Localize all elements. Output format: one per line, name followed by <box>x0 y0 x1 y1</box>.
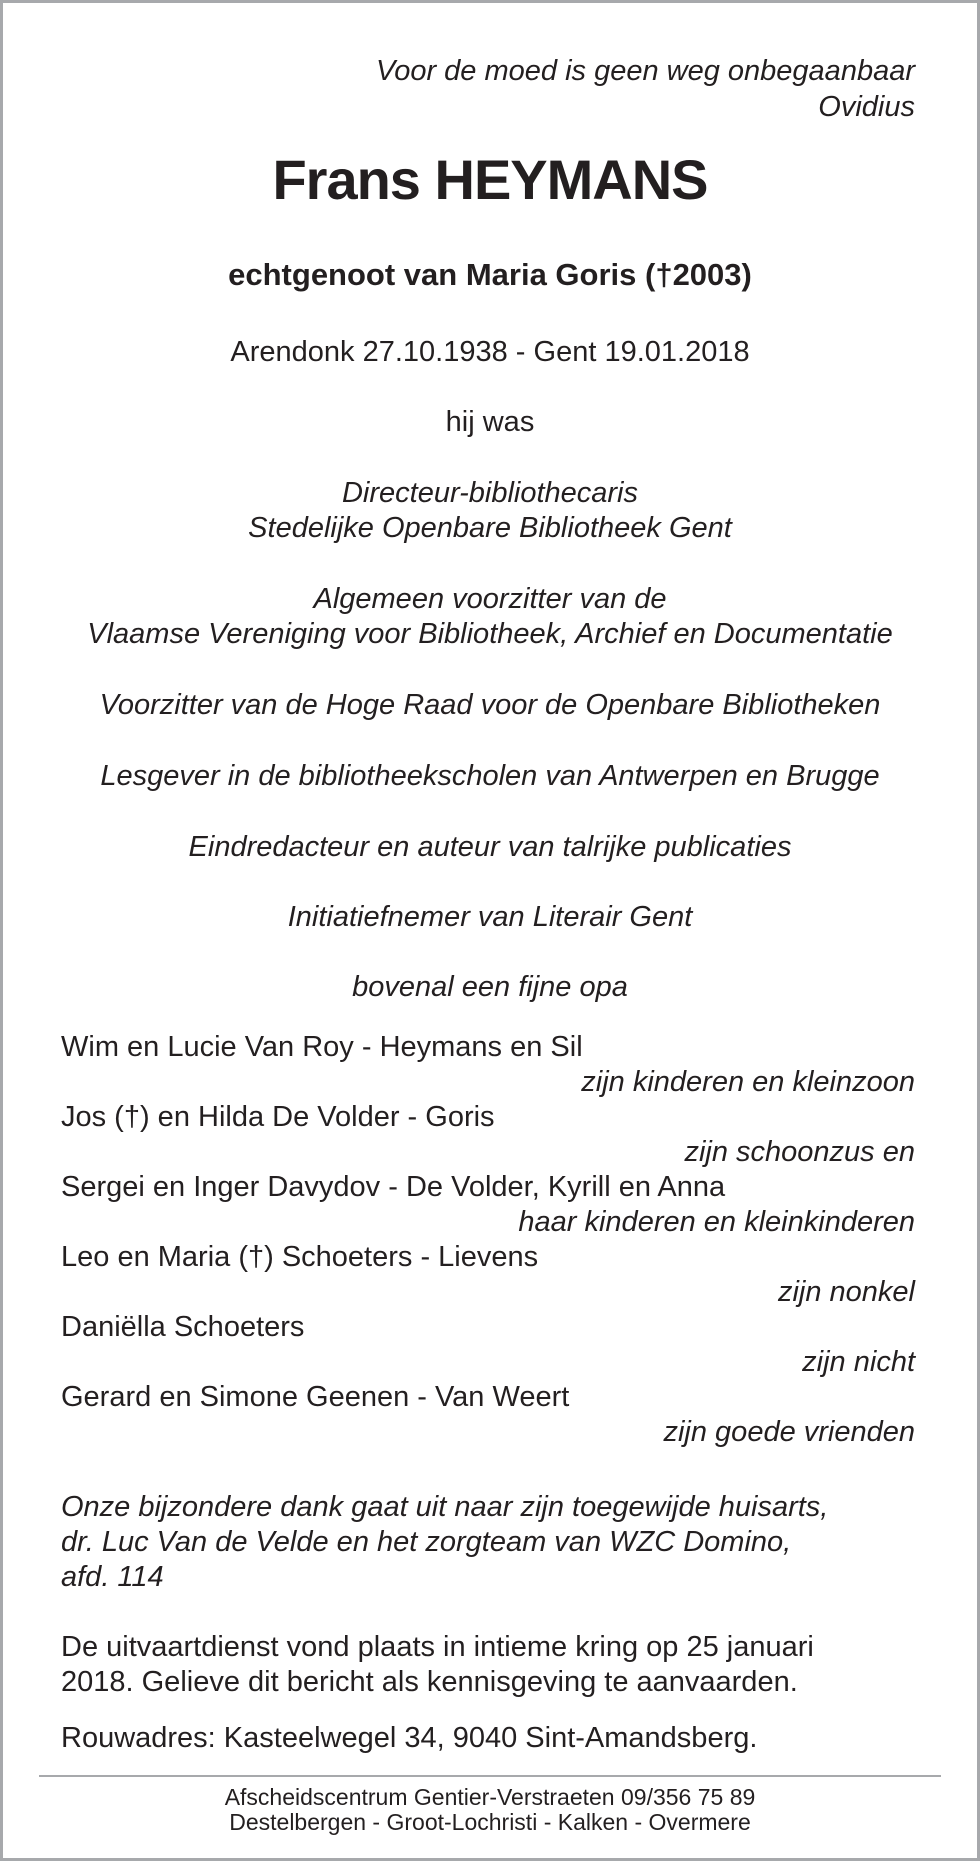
career-item <box>3 476 977 546</box>
funeral-home-footer <box>3 1785 977 1835</box>
life-dates: Arendonk 27.10.1938 - Gent 19.01.2018 <box>230 336 750 368</box>
funeral-paragraph <box>61 1630 915 1700</box>
mourning-address: Rouwadres: Kasteelwegel 34, 9040 Sint-Amandsberg. <box>61 1722 758 1754</box>
thanks-line: Onze bijzondere dank gaat uit naar zijn toegewijde huisarts, <box>61 1491 829 1523</box>
thanks-line: dr. Luc Van de Velde en het zorgteam van WZC Domino, <box>61 1526 792 1558</box>
career-item: Eindredacteur en auteur van talrijke publicaties <box>188 831 792 863</box>
closing-sentiment: bovenal een fijne opa <box>352 971 628 1003</box>
footer-divider <box>39 1775 941 1777</box>
family-names: Daniëlla Schoeters <box>61 1311 305 1343</box>
career-item: Voorzitter van de Hoge Raad voor de Openbare Bibliotheken <box>99 689 881 721</box>
funeral-line: De uitvaartdienst vond plaats in intieme kring op 25 januari <box>61 1631 814 1663</box>
family-names: Wim en Lucie Van Roy - Heymans en Sil <box>61 1031 583 1063</box>
family-relation: zijn kinderen en kleinzoon <box>581 1066 915 1098</box>
career-item <box>3 582 977 652</box>
footer-line: Destelbergen - Groot-Lochristi - Kalken - Overmere <box>229 1809 751 1835</box>
career-line: Vlaamse Vereniging voor Bibliotheek, Archief en Documentatie <box>87 618 893 650</box>
family-relation: haar kinderen en kleinkinderen <box>518 1206 915 1238</box>
funeral-line: 2018. Gelieve dit bericht als kennisgeving te aanvaarden. <box>61 1666 798 1698</box>
family-relation: zijn goede vrienden <box>663 1416 915 1448</box>
footer-line: Afscheidscentrum Gentier-Verstraeten 09/356 75 89 <box>224 1784 756 1810</box>
career-item: Initiatiefnemer van Literair Gent <box>287 901 693 933</box>
career-item: Lesgever in de bibliotheekscholen van Antwerpen en Brugge <box>100 760 880 792</box>
motto <box>63 53 915 125</box>
family-names: Sergei en Inger Davydov - De Volder, Kyrill en Anna <box>61 1171 726 1203</box>
spouse-line: echtgenoot van Maria Goris (†2003) <box>228 257 752 292</box>
family-relation: zijn nonkel <box>777 1276 915 1308</box>
thanks-line: afd. 114 <box>61 1561 164 1593</box>
family-names: Leo en Maria (†) Schoeters - Lievens <box>61 1241 539 1273</box>
career-line: Stedelijke Openbare Bibliotheek Gent <box>248 512 732 544</box>
career-line: Directeur-bibliothecaris <box>341 477 639 509</box>
intro-text: hij was <box>445 406 535 438</box>
family-relation: zijn schoonzus en <box>684 1136 915 1168</box>
motto-author: Ovidius <box>818 91 915 123</box>
family-relation: zijn nicht <box>802 1346 915 1378</box>
family-names: Gerard en Simone Geenen - Van Weert <box>61 1381 570 1413</box>
family-list <box>61 1030 915 1450</box>
motto-quote: Voor de moed is geen weg onbegaanbaar <box>375 55 915 87</box>
family-names: Jos (†) en Hilda De Volder - Goris <box>61 1101 495 1133</box>
career-line: Algemeen voorzitter van de <box>313 583 667 615</box>
thanks-paragraph <box>61 1490 915 1595</box>
deceased-name: Frans HEYMANS <box>272 148 708 211</box>
